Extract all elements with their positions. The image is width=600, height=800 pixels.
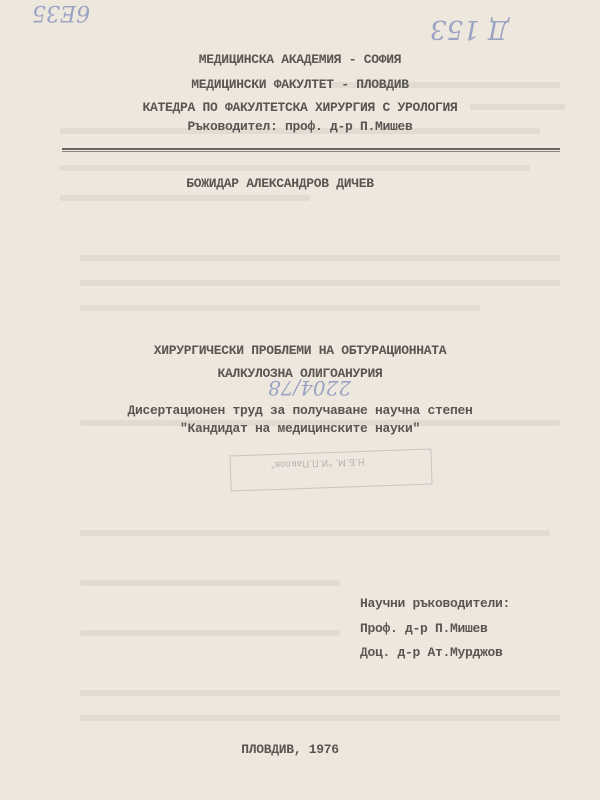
handwritten-number: 2204/78	[268, 376, 352, 400]
handwritten-code-top-right: Д 153	[430, 14, 510, 44]
header-faculty: МЕДИЦИНСКИ ФАКУЛТЕТ - ПЛОВДИВ	[191, 77, 409, 92]
header-department: КАТЕДРА ПО ФАКУЛТЕТСКА ХИРУРГИЯ С УРОЛОГИЯ	[142, 100, 458, 115]
supervisors-heading: Научни ръководители:	[360, 596, 511, 611]
subtitle-line-2: "Кандидат на медицинските науки"	[179, 421, 421, 436]
divider-secondary	[62, 151, 560, 152]
title-line-1: ХИРУРГИЧЕСКИ ПРОБЛЕМИ НА ОБТУРАЦИОННАТА	[153, 343, 447, 358]
place-year: ПЛОВДИВ, 1976	[241, 742, 339, 757]
library-stamp: Н.Б.М. "И.П.Павлов"	[229, 448, 432, 491]
divider	[62, 148, 560, 150]
author-name: БОЖИДАР АЛЕКСАНДРОВ ДИЧЕВ	[186, 176, 374, 191]
title-line-2: КАЛКУЛОЗНА ОЛИГОАНУРИЯ	[217, 366, 383, 381]
handwritten-code-top-left: 6E35	[32, 0, 91, 25]
supervisor-2: Доц. д-р Ат.Мурджов	[360, 645, 503, 660]
header-head: Ръководител: проф. д-р П.Мишев	[187, 119, 413, 134]
subtitle-line-1: Дисертационен труд за получаване научна степен	[127, 403, 473, 418]
header-academy: МЕДИЦИНСКА АКАДЕМИЯ - СОФИЯ	[198, 52, 402, 67]
supervisor-1: Проф. д-р П.Мишев	[360, 621, 488, 636]
